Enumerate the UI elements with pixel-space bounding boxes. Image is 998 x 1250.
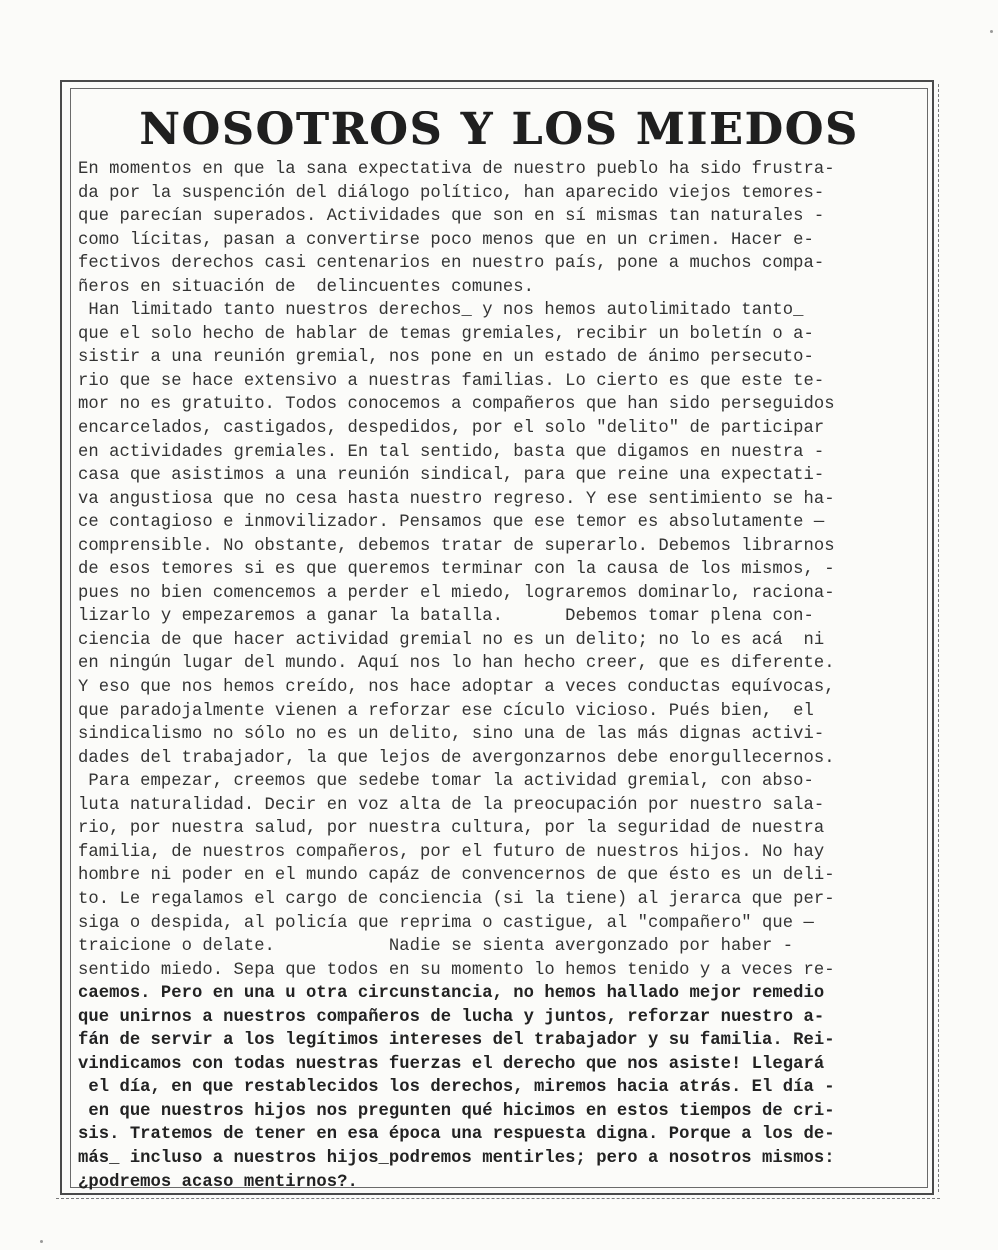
- text-line: En momentos en que la sana expectativa de nuestro pueblo ha sido frustra-: [78, 160, 835, 179]
- text-line: luta naturalidad. Decir en voz alta de la preocupación por nuestro sala-: [78, 795, 825, 815]
- text-line: rio que se hace extensivo a nuestras familias. Lo cierto es que este te-: [78, 371, 825, 391]
- text-line: rio, por nuestra salud, por nuestra cultura, por la seguridad de nuestra: [78, 819, 825, 839]
- text-line: en ningún lugar del mundo. Aquí nos lo han hecho creer, que es diferente.: [78, 654, 835, 674]
- text-line: hombre ni poder en el mundo capáz de convencernos de que ésto es un deli-: [78, 866, 835, 886]
- text-line: sindicalismo no sólo no es un delito, sino una de las más dignas activi-: [78, 725, 825, 745]
- bottom-dashed-rule: [56, 1198, 940, 1199]
- text-line: va angustiosa que no cesa hasta nuestro regreso. Y ese sentimiento se ha-: [78, 489, 835, 509]
- article-body: [78, 158, 934, 1194]
- text-line: Para empezar, creemos que sedebe tomar la actividad gremial, con abso-: [78, 772, 814, 792]
- text-line: de esos temores si es que queremos terminar con la causa de los mismos, -: [78, 560, 835, 580]
- text-line: familia, de nuestros compañeros, por el futuro de nuestros hijos. No hay: [78, 842, 825, 862]
- text-line: mor no es gratuito. Todos conocemos a compañeros que han sido perseguidos: [78, 395, 835, 415]
- text-line: el día, en que restablecidos los derechos, miremos hacia atrás. El día -: [78, 1078, 835, 1098]
- text-line: lizarlo y empezaremos a ganar la batalla. Debemos tomar plena con-: [78, 607, 814, 627]
- text-line: fán de servir a los legítimos intereses del trabajador y su familia. Rei-: [78, 1031, 835, 1051]
- text-line: en que nuestros hijos nos pregunten qué hicimos en estos tiempos de cri-: [78, 1101, 835, 1121]
- text-line: que parecían superados. Actividades que son en sí mismas tan naturales -: [78, 207, 825, 227]
- text-line: comprensible. No obstante, debemos tratar de superarlo. Debemos librarnos: [78, 536, 835, 556]
- text-line: que el solo hecho de hablar de temas gremiales, recibir un boletín o a-: [78, 324, 814, 344]
- text-line: como lícitas, pasan a convertirse poco menos que en un crimen. Hacer e-: [78, 230, 814, 250]
- document-title: NOSOTROS Y LOS MIEDOS: [139, 104, 859, 155]
- text-line: sis. Tratemos de tener en esa época una respuesta digna. Porque a los de-: [78, 1125, 835, 1145]
- text-line: pues no bien comencemos a perder el miedo, lograremos dominarlo, raciona-: [78, 583, 835, 603]
- text-line: ñeros en situación de delincuentes comunes.: [78, 277, 535, 297]
- text-line: dades del trabajador, la que lejos de avergonzarnos debe enorgullecernos.: [78, 748, 835, 768]
- paper-speck: [990, 30, 993, 33]
- text-line: caemos. Pero en una u otra circunstancia, no hemos hallado mejor remedio: [78, 984, 825, 1004]
- text-line: en actividades gremiales. En tal sentido, basta que digamos en nuestra -: [78, 442, 825, 462]
- text-line: casa que asistimos a una reunión sindical, para que reine una expectati-: [78, 466, 825, 486]
- text-line: ¿podremos acaso mentirnos?.: [78, 1172, 358, 1192]
- text-line: to. Le regalamos el cargo de conciencia (si la tiene) al jerarca que per-: [78, 889, 835, 909]
- text-line: fectivos derechos casi centenarios en nuestro país, pone a muchos compa-: [78, 254, 825, 274]
- right-dashed-rule: [938, 84, 939, 1192]
- text-line: que paradojalmente vienen a reforzar ese cículo vicioso. Pués bien, el: [78, 701, 814, 721]
- text-line: siga o despida, al policía que reprima o castigue, al "compañero" que —: [78, 913, 814, 933]
- text-line: Han limitado tanto nuestros derechos_ y nos hemos autolimitado tanto_: [78, 301, 804, 321]
- text-line: ce contagioso e inmovilizador. Pensamos que ese temor es absolutamente —: [78, 513, 825, 533]
- text-line: Y eso que nos hemos creído, nos hace adoptar a veces conductas equívocas,: [78, 678, 835, 698]
- text-line: más_ incluso a nuestros hijos_podremos mentirles; pero a nosotros mismos:: [78, 1148, 835, 1168]
- text-line: traicione o delate. Nadie se sienta avergonzado por haber -: [78, 937, 794, 957]
- text-line: que unirnos a nuestros compañeros de lucha y juntos, reforzar nuestro a-: [78, 1007, 825, 1027]
- paper-speck: [40, 1240, 43, 1243]
- text-line: sentido miedo. Sepa que todos en su momento lo hemos tenido y a veces re-: [78, 960, 835, 980]
- text-line: encarcelados, castigados, despedidos, por el solo "delito" de participar: [78, 419, 825, 439]
- text-line: da por la suspención del diálogo político, han aparecido viejos temores-: [78, 183, 825, 203]
- text-line: vindicamos con todas nuestras fuerzas el derecho que nos asiste! Llegará: [78, 1054, 825, 1074]
- text-line: sistir a una reunión gremial, nos pone en un estado de ánimo persecuto-: [78, 348, 814, 368]
- text-line: ciencia de que hacer actividad gremial no es un delito; no lo es acá ni: [78, 630, 825, 650]
